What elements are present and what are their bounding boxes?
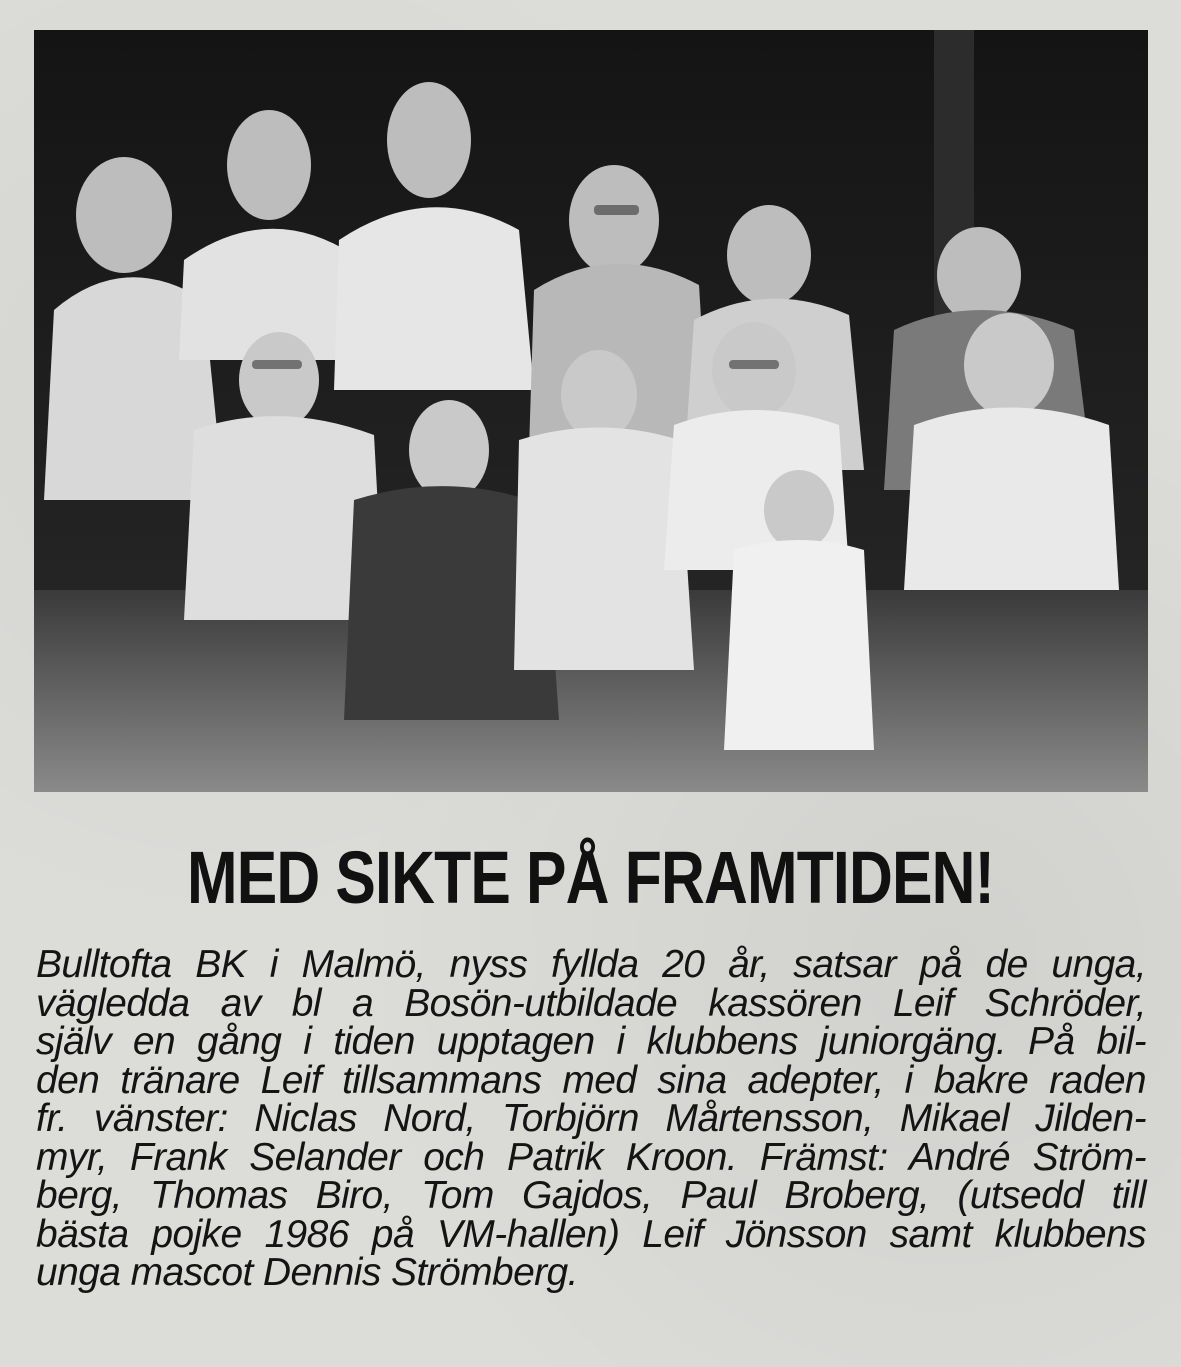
headline: MED SIKTE PÅ FRAMTIDEN! <box>186 836 995 919</box>
team-photo-illustration <box>34 30 1148 792</box>
caption-line: unga mascot Dennis Strömberg. <box>36 1251 578 1294</box>
caption-line: bästa pojke 1986 på VM-hallen) Leif Jönsson samt klubbens <box>36 1212 1146 1256</box>
caption-line: Bulltofta BK i Malmö, nyss fyllda 20 år, satsar på de unga, <box>36 943 1146 986</box>
caption-line: fr. vänster: Niclas Nord, Torbjörn Mårtensson, Mikael Jilden- <box>36 1097 1146 1140</box>
team-photo <box>34 30 1148 792</box>
caption-line: den tränare Leif tillsammans med sina adepter, i bakre raden <box>36 1058 1146 1102</box>
caption-line: berg, Thomas Biro, Tom Gajdos, Paul Broberg, (utsedd till <box>36 1174 1146 1217</box>
photo-caption <box>36 943 1146 1294</box>
caption-line: vägledda av bl a Bosön-utbildade kassören Leif Schröder, <box>36 981 1146 1025</box>
caption-line: själv en gång i tiden upptagen i klubbens juniorgäng. På bil- <box>36 1020 1146 1063</box>
caption-line: myr, Frank Selander och Patrik Kroon. Främst: André Ström- <box>36 1135 1146 1179</box>
